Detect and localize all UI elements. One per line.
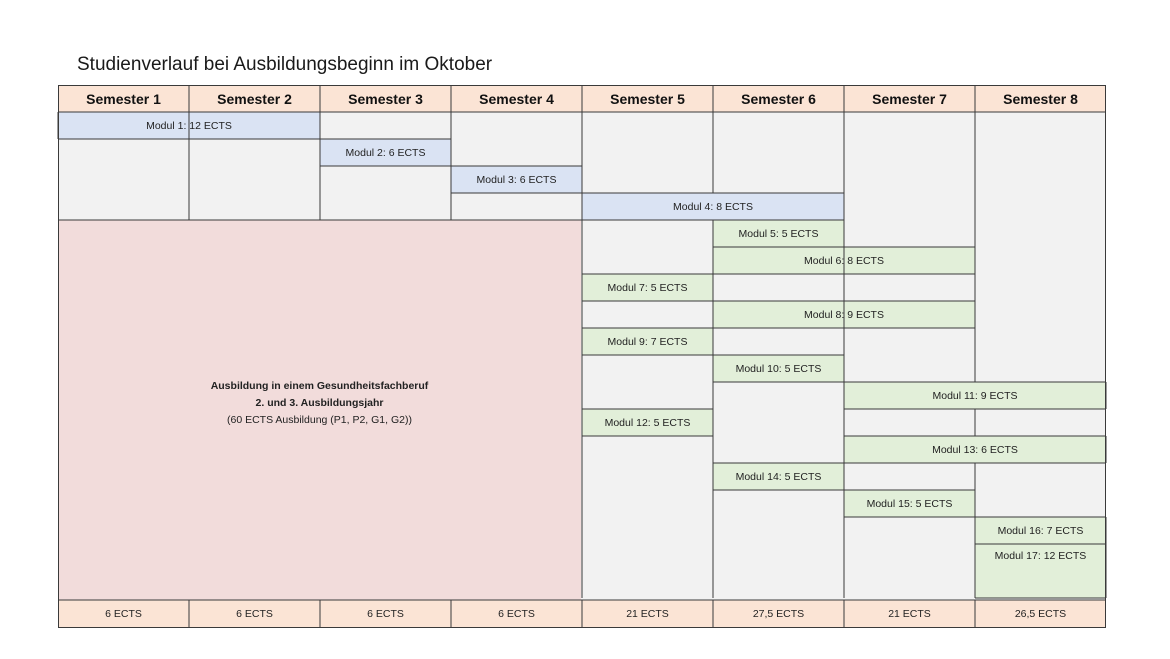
page-title: Studienverlauf bei Ausbildungsbeginn im Oktober <box>77 54 493 75</box>
module-14: Modul 14: 5 ECTS <box>713 463 844 490</box>
semester-header-2: Semester 2 <box>189 85 320 112</box>
module-1: Modul 1: 12 ECTS <box>58 112 320 139</box>
module-2: Modul 2: 6 ECTS <box>320 139 451 166</box>
training-block <box>58 220 581 600</box>
semester-header-6: Semester 6 <box>713 85 844 112</box>
module-15: Modul 15: 5 ECTS <box>844 490 975 517</box>
module-7: Modul 7: 5 ECTS <box>582 274 713 301</box>
semester-header-8: Semester 8 <box>975 85 1106 112</box>
training-years: 2. und 3. Ausbildungsjahr <box>255 396 384 409</box>
semester-header-3: Semester 3 <box>320 85 451 112</box>
semester-header-4: Semester 4 <box>451 85 582 112</box>
study-plan-table <box>58 85 1106 628</box>
semester-total-5: 21 ECTS <box>582 600 713 628</box>
module-11: Modul 11: 9 ECTS <box>844 382 1106 409</box>
semester-total-7: 21 ECTS <box>844 600 975 628</box>
semester-total-8: 26,5 ECTS <box>975 600 1106 628</box>
module-4: Modul 4: 8 ECTS <box>582 193 844 220</box>
module-5: Modul 5: 5 ECTS <box>713 220 844 247</box>
semester-header-7: Semester 7 <box>844 85 975 112</box>
semester-total-4: 6 ECTS <box>451 600 582 628</box>
semester-total-2: 6 ECTS <box>189 600 320 628</box>
training-title: Ausbildung in einem Gesundheitsfachberuf <box>210 379 429 392</box>
module-6: Modul 6: 8 ECTS <box>713 247 975 274</box>
module-16: Modul 16: 7 ECTS <box>975 517 1106 544</box>
module-10: Modul 10: 5 ECTS <box>713 355 844 382</box>
training-ects: (60 ECTS Ausbildung (P1, P2, G1, G2)) <box>226 413 412 426</box>
semester-total-6: 27,5 ECTS <box>713 600 844 628</box>
semester-header-5: Semester 5 <box>582 85 713 112</box>
module-9: Modul 9: 7 ECTS <box>582 328 713 355</box>
module-17: Modul 17: 12 ECTS <box>975 544 1106 598</box>
semester-total-3: 6 ECTS <box>320 600 451 628</box>
module-13: Modul 13: 6 ECTS <box>844 436 1106 463</box>
module-12: Modul 12: 5 ECTS <box>582 409 713 436</box>
module-8: Modul 8: 9 ECTS <box>713 301 975 328</box>
semester-header-1: Semester 1 <box>58 85 189 112</box>
module-3: Modul 3: 6 ECTS <box>451 166 582 193</box>
semester-total-1: 6 ECTS <box>58 600 189 628</box>
